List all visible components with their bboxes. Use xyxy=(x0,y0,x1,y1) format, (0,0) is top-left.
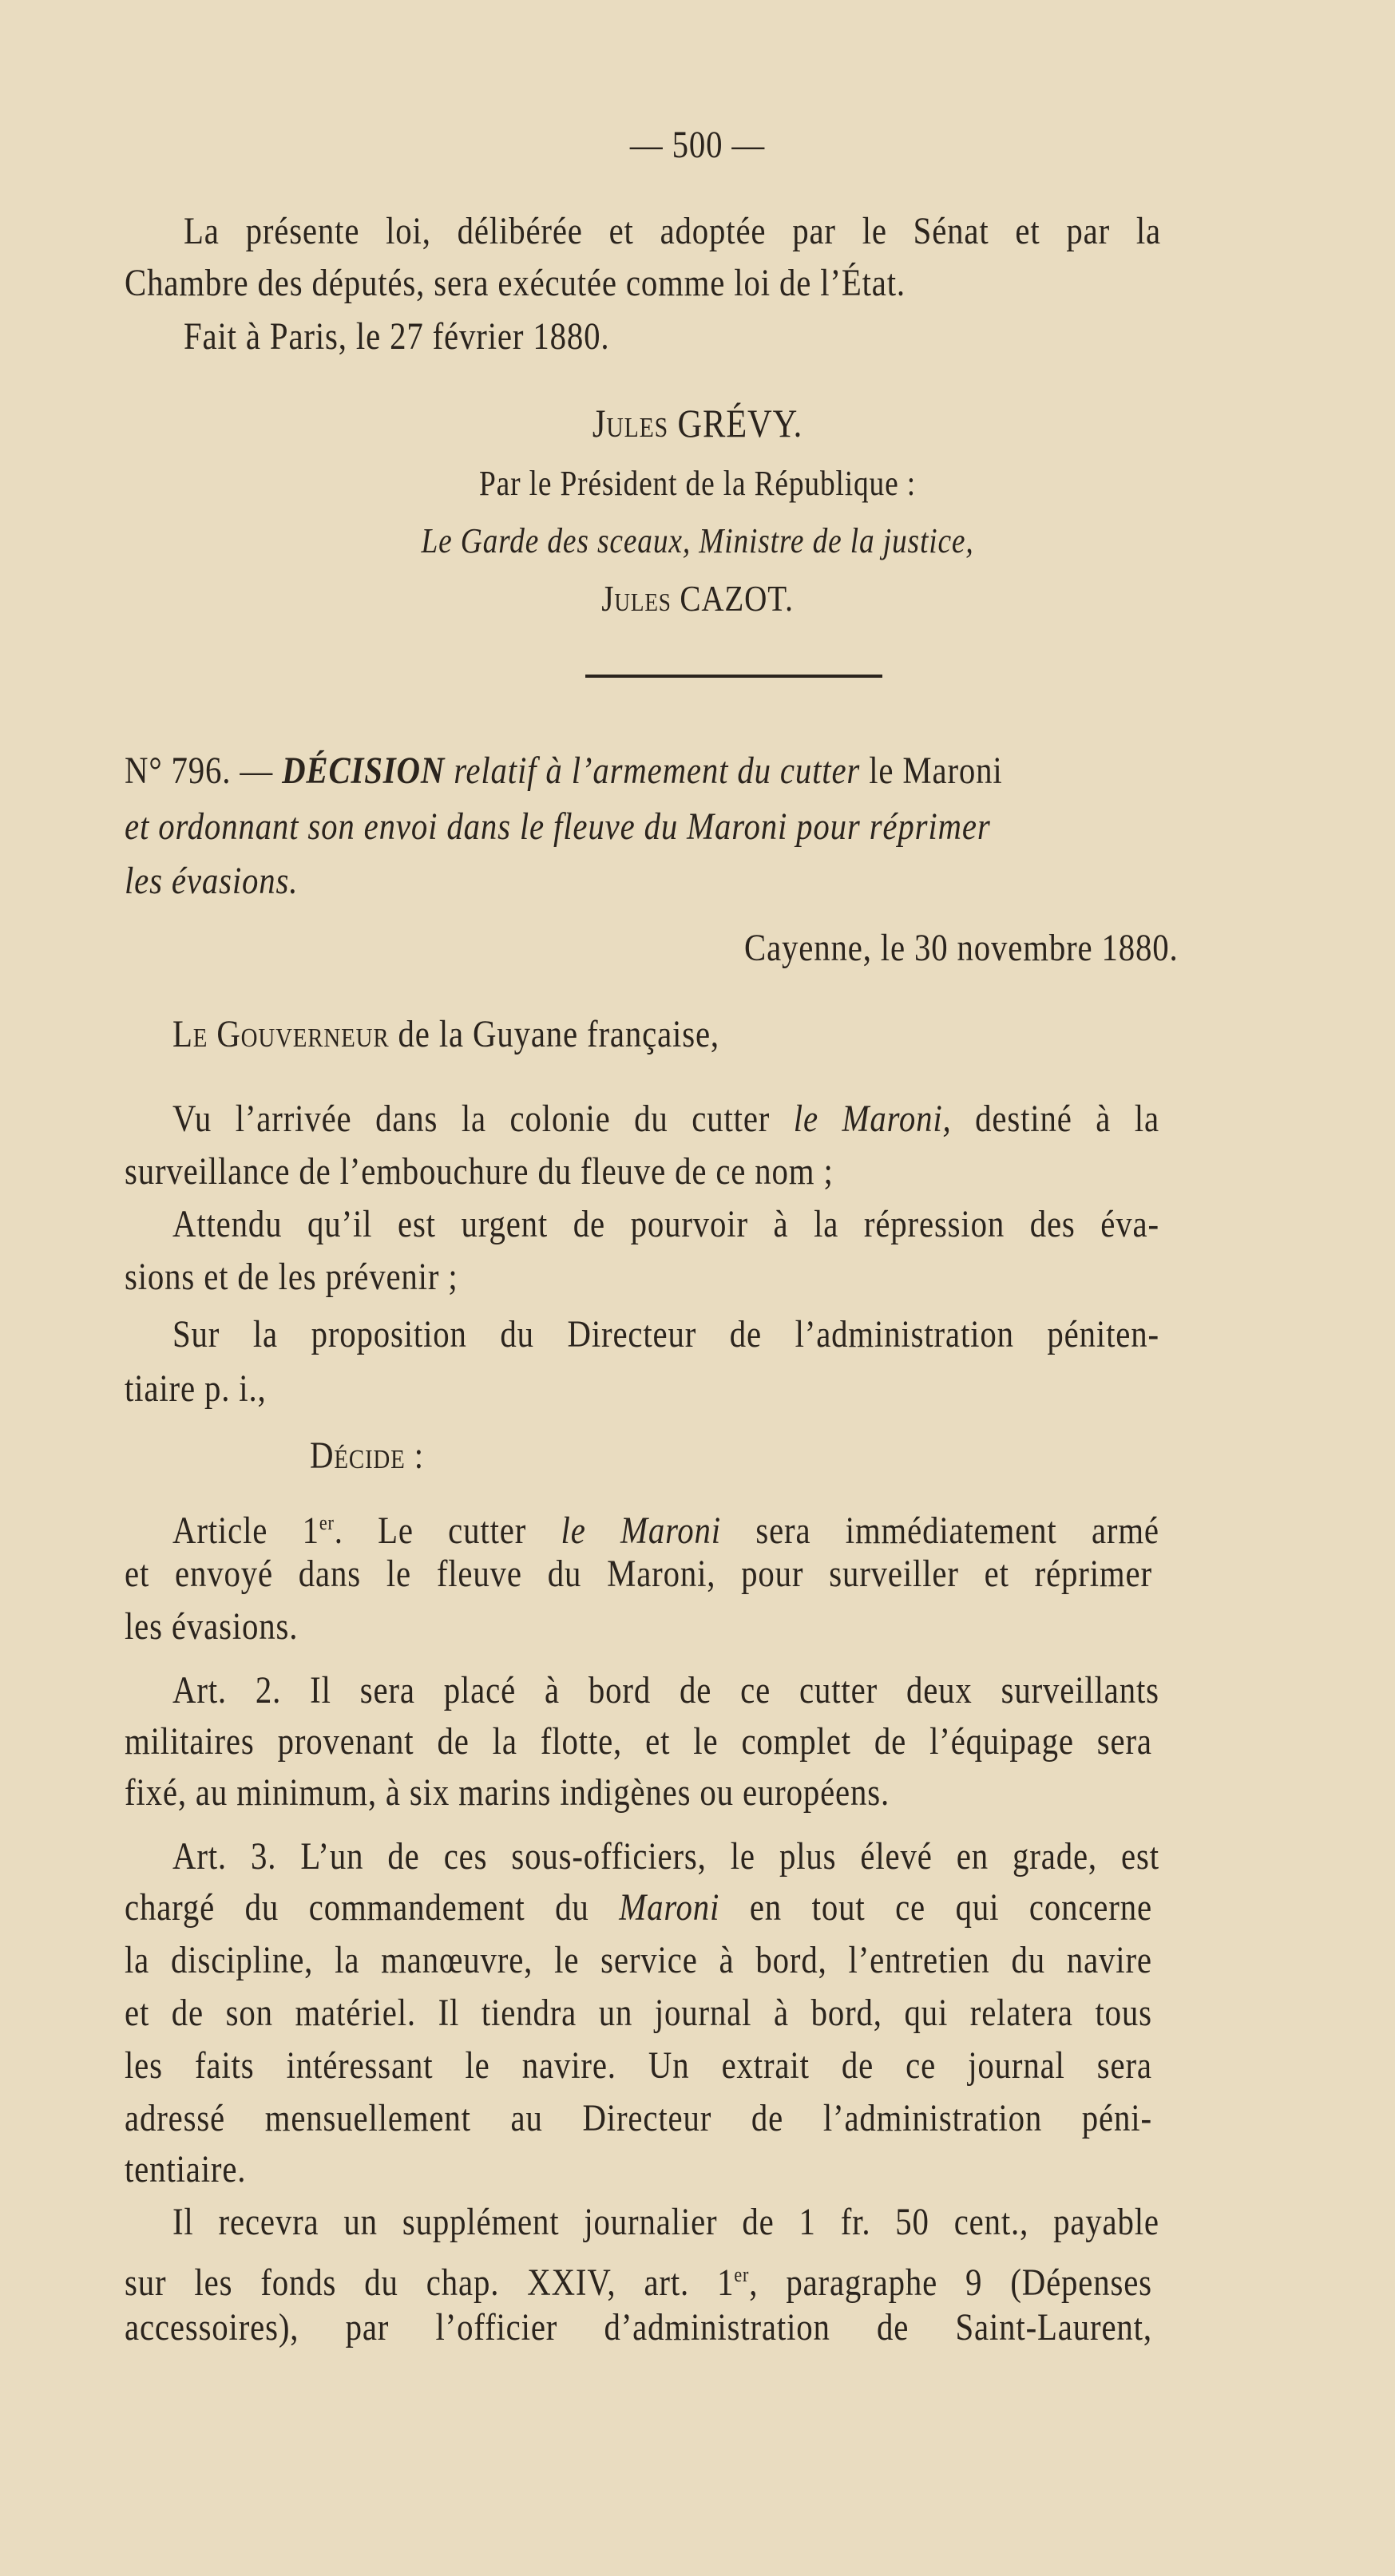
article-3-line-3: la discipline, la manœuvre, le service à bord, l’entretien du navire xyxy=(125,1939,1152,1981)
article-1-sup: er xyxy=(319,1511,335,1534)
article-3-line-4: et de son matériel. Il tiendra un journal à bord, qui relatera tous xyxy=(125,1992,1152,2034)
payment-line-3: accessoires), par l’officier d’administration de Saint-Laurent, xyxy=(125,2306,1152,2348)
governor-line xyxy=(172,1009,1200,1060)
article-1-line-1 xyxy=(172,1498,1159,1557)
vu-line-2: surveillance de l’embouchure du fleuve de ce nom ; xyxy=(125,1150,834,1193)
law-line-1: La présente loi, délibérée et adoptée par le Sénat et par la xyxy=(184,210,1161,252)
par-le-president: Par le Président de la République : xyxy=(478,464,917,503)
signer-grevy: Jules GRÉVY. xyxy=(592,401,803,445)
sur-line-1: Sur la proposition du Directeur de l’administration péniten- xyxy=(172,1313,1159,1355)
vu-vessel: le Maroni, xyxy=(793,1098,952,1140)
decision-keyword: DÉCISION xyxy=(282,750,446,792)
payment-line-1: Il recevra un supplément journalier de 1 fr. 50 cent., payable xyxy=(172,2201,1159,2243)
article-2-line-3: fixé, au minimum, à six marins indigènes ou européens. xyxy=(125,1771,890,1814)
payment-line-2 xyxy=(125,2250,1152,2309)
vu-text: Vu l’arrivée dans la colonie du cutter xyxy=(172,1098,771,1140)
decision-subject: relatif à l’armement du cutter xyxy=(454,750,861,792)
decide-heading: Décide : xyxy=(310,1434,424,1477)
decision-vessel: le Maroni xyxy=(869,750,1003,792)
article-1-text-end: sera immédiatement armé xyxy=(755,1510,1159,1552)
vu-line-1 xyxy=(172,1094,1159,1145)
section-rule xyxy=(585,675,882,678)
decision-number: N° 796. — xyxy=(125,750,274,792)
article-3-text-end: en tout ce qui concerne xyxy=(749,1886,1152,1929)
decision-title-line-3: les évasions. xyxy=(125,860,299,902)
decision-title-line-1 xyxy=(125,746,1152,797)
article-3-line-2 xyxy=(125,1882,1152,1933)
payment-text-end: , paragraphe 9 (Dépenses xyxy=(749,2261,1152,2304)
garde-des-sceaux: Le Garde des sceaux, Ministre de la justice, xyxy=(421,521,974,560)
governor-rest: de la Guyane française, xyxy=(398,1013,719,1055)
article-2-line-2: militaires provenant de la flotte, et le complet de l’équipage sera xyxy=(125,1720,1152,1763)
payment-text: sur les fonds du chap. XXIV, art. 1 xyxy=(125,2261,735,2304)
article-1-text: . Le cutter xyxy=(334,1510,527,1552)
article-3-line-1: Art. 3. L’un de ces sous-officiers, le plus élevé en grade, est xyxy=(172,1835,1159,1878)
article-1-line-2: et envoyé dans le fleuve du Maroni, pour surveiller et réprimer xyxy=(125,1553,1152,1595)
vu-text-end: destiné à la xyxy=(975,1098,1159,1140)
article-3-text: chargé du commandement du xyxy=(125,1886,589,1929)
payment-sup: er xyxy=(734,2263,750,2286)
article-3-vessel: Maroni xyxy=(619,1886,720,1929)
page-number: — 500 — xyxy=(629,124,766,166)
decision-title-line-2: et ordonnant son envoi dans le fleuve du Maroni pour réprimer xyxy=(125,805,991,848)
place-date: Cayenne, le 30 novembre 1880. xyxy=(744,927,1179,969)
law-line-2: Chambre des députés, sera exécutée comme loi de l’État. xyxy=(125,262,906,304)
article-3-line-6: adressé mensuellement au Directeur de l’administration péni- xyxy=(125,2097,1152,2139)
sur-line-2: tiaire p. i., xyxy=(125,1367,267,1410)
article-3-line-7: tentiaire. xyxy=(125,2148,247,2190)
article-1-label: Article 1 xyxy=(172,1510,319,1552)
article-3-line-5: les faits intéressant le navire. Un extrait de ce journal sera xyxy=(125,2044,1152,2087)
attendu-line-1: Attendu qu’il est urgent de pourvoir à la répression des éva- xyxy=(172,1203,1159,1245)
article-2-line-1: Art. 2. Il sera placé à bord de ce cutter deux surveillants xyxy=(172,1669,1159,1711)
law-line-3: Fait à Paris, le 27 février 1880. xyxy=(184,315,610,358)
article-1-line-3: les évasions. xyxy=(125,1605,299,1648)
attendu-line-2: sions et de les prévenir ; xyxy=(125,1256,458,1298)
governor-title: Le Gouverneur xyxy=(172,1013,390,1055)
article-1-vessel: le Maroni xyxy=(561,1510,721,1552)
signer-cazot: Jules CAZOT. xyxy=(601,578,794,619)
